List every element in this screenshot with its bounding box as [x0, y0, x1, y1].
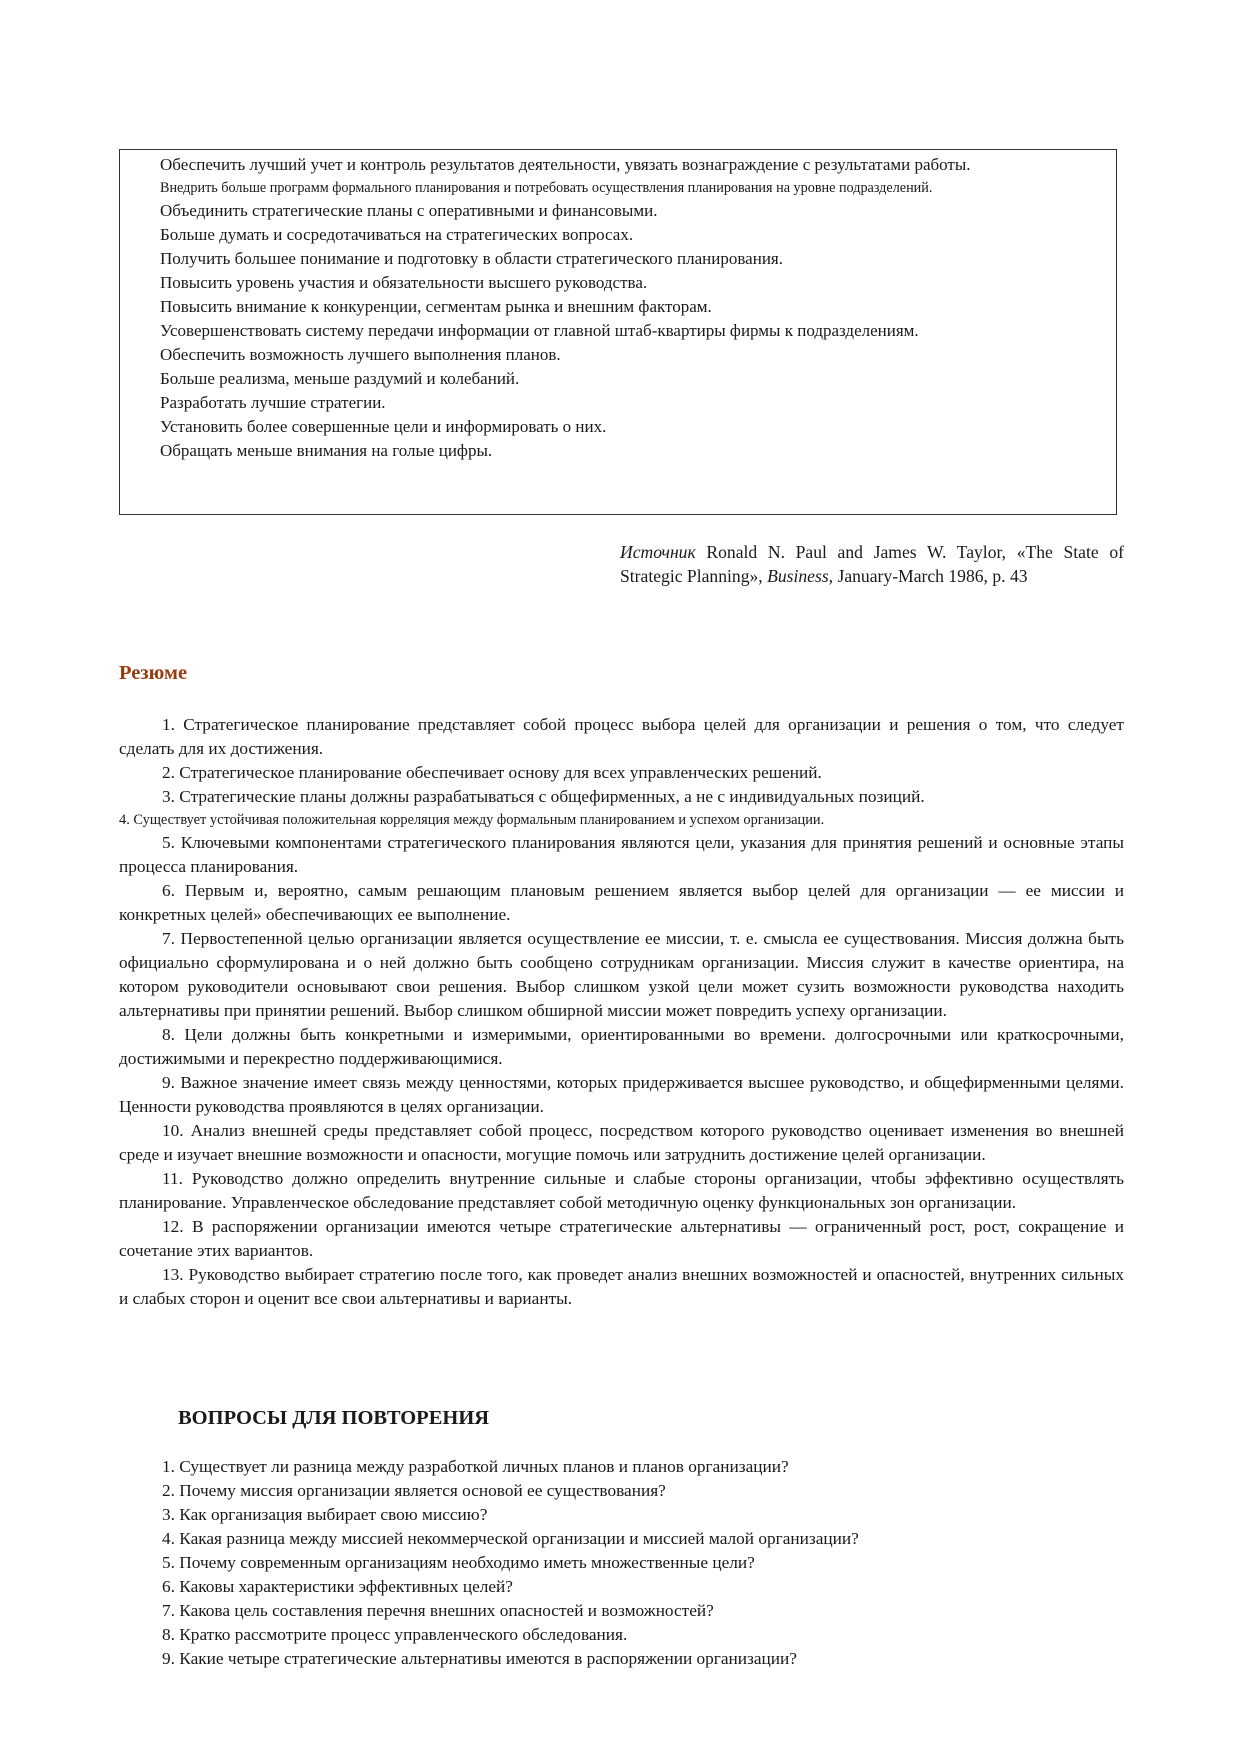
box-item: Обеспечить возможность лучшего выполнения планов.	[160, 345, 561, 364]
source-journal: Business,	[767, 566, 834, 586]
box-item: Повысить уровень участия и обязательности высшего руководства.	[160, 273, 648, 292]
summary-section	[119, 713, 1124, 1311]
source-citation	[620, 540, 1124, 588]
summary-item: 7. Первостепенной целью организации является осуществление ее миссии, т. е. смысла ее существования. Миссия должна быть официально сформулирована и о ней должно быть сообщено сотрудникам организации. Миссия служит в качестве ориентира, на котором руководители основывают свои решения. Выбор слишком узкой цели может сузить возможности руководства находить альтернативы при принятии решений. Выбор слишком обширной миссии может повредить успеху организации.	[119, 929, 1124, 1020]
review-questions-list	[162, 1455, 1102, 1671]
summary-item: 11. Руководство должно определить внутренние сильные и слабые стороны организации, чтобы эффективно осуществлять планирование. Управленческое обследование представляет собой методичную оценку функциональных зон организации.	[119, 1169, 1124, 1212]
summary-item: 6. Первым и, вероятно, самым решающим плановым решением является выбор целей для организации — ее миссии и конкретных целей» обеспечивающих ее выполнение.	[119, 881, 1124, 924]
summary-item: 5. Ключевыми компонентами стратегического планирования являются цели, указания для принятия решений и основные этапы процесса планирования.	[119, 833, 1124, 876]
review-question: 7. Какова цель составления перечня внешних опасностей и возможностей?	[162, 1601, 714, 1620]
box-item: Внедрить больше программ формального планирования и потребовать осуществления планирования на уровне подразделений.	[160, 180, 933, 196]
box-item: Разработать лучшие стратегии.	[160, 393, 386, 412]
box-item: Больше думать и сосредотачиваться на стратегических вопросах.	[160, 225, 634, 244]
summary-item: 9. Важное значение имеет связь между ценностями, которых придерживается высшее руководство, и общефирменными целями. Ценности руководства проявляются в целях организации.	[119, 1073, 1124, 1116]
review-heading: ВОПРОСЫ ДЛЯ ПОВТОРЕНИЯ	[178, 1407, 490, 1429]
box-item: Получить большее понимание и подготовку в области стратегического планирования.	[160, 249, 783, 268]
box-item: Обращать меньше внимания на голые цифры.	[160, 441, 493, 460]
box-item: Обеспечить лучший учет и контроль результатов деятельности, увязать вознаграждение с результатами работы.	[160, 155, 971, 174]
review-question: 5. Почему современным организациям необходимо иметь множественные цели?	[162, 1553, 755, 1572]
box-item: Больше реализма, меньше раздумий и колебаний.	[160, 369, 520, 388]
summary-item: 1. Стратегическое планирование представляет собой процесс выбора целей для организации и решения о том, что следует сделать для их достижения.	[119, 715, 1124, 758]
box-item: Установить более совершенные цели и информировать о них.	[160, 417, 607, 436]
review-question: 8. Кратко рассмотрите процесс управленческого обследования.	[162, 1625, 628, 1644]
box-item: Усовершенствовать систему передачи информации от главной штаб-квартиры фирмы к подразделениям.	[160, 321, 919, 340]
box-item: Объединить стратегические планы с оперативными и финансовыми.	[160, 201, 658, 220]
source-text: Ronald N. Paul and James W. Taylor, «The State of Strategic Planning»,	[620, 542, 1124, 586]
box-item: Повысить внимание к конкуренции, сегментам рынка и внешним факторам.	[160, 297, 712, 316]
review-question: 2. Почему миссия организации является основой ее существования?	[162, 1481, 666, 1500]
summary-item: 8. Цели должны быть конкретными и измеримыми, ориентированными во времени. долгосрочными или краткосрочными, достижимыми и перекрестно поддерживающимися.	[119, 1025, 1124, 1068]
summary-item: 4. Существует устойчивая положительная корреляция между формальным планированием и успехом организации.	[119, 812, 825, 828]
source-label: Источник	[620, 542, 696, 562]
recommendations-box	[119, 149, 1117, 515]
summary-heading: Резюме	[119, 662, 188, 684]
source-date: January-March 1986, p. 43	[833, 566, 1028, 586]
review-question: 3. Как организация выбирает свою миссию?	[162, 1505, 488, 1524]
review-question: 1. Существует ли разница между разработкой личных планов и планов организации?	[162, 1457, 789, 1476]
review-question: 6. Каковы характеристики эффективных целей?	[162, 1577, 513, 1596]
summary-item: 12. В распоряжении организации имеются четыре стратегические альтернативы — ограниченный рост, рост, сокращение и сочетание этих вариантов.	[119, 1217, 1124, 1260]
summary-item: 10. Анализ внешней среды представляет собой процесс, посредством которого руководство оценивает изменения во внешней среде и изучает внешние возможности и опасности, могущие помочь или затруднить достижение целей организации.	[119, 1121, 1124, 1164]
review-question: 4. Какая разница между миссией некоммерческой организации и миссией малой организации?	[162, 1529, 859, 1548]
review-question: 9. Какие четыре стратегические альтернативы имеются в распоряжении организации?	[162, 1649, 797, 1668]
summary-item: 13. Руководство выбирает стратегию после того, как проведет анализ внешних возможностей и опасностей, внутренних сильных и слабых сторон и оценит все свои альтернативы и варианты.	[119, 1265, 1124, 1308]
summary-item: 2. Стратегическое планирование обеспечивает основу для всех управленческих решений.	[162, 763, 822, 782]
summary-item: 3. Стратегические планы должны разрабатываться с общефирменных, а не с индивидуальных позиций.	[162, 787, 925, 806]
